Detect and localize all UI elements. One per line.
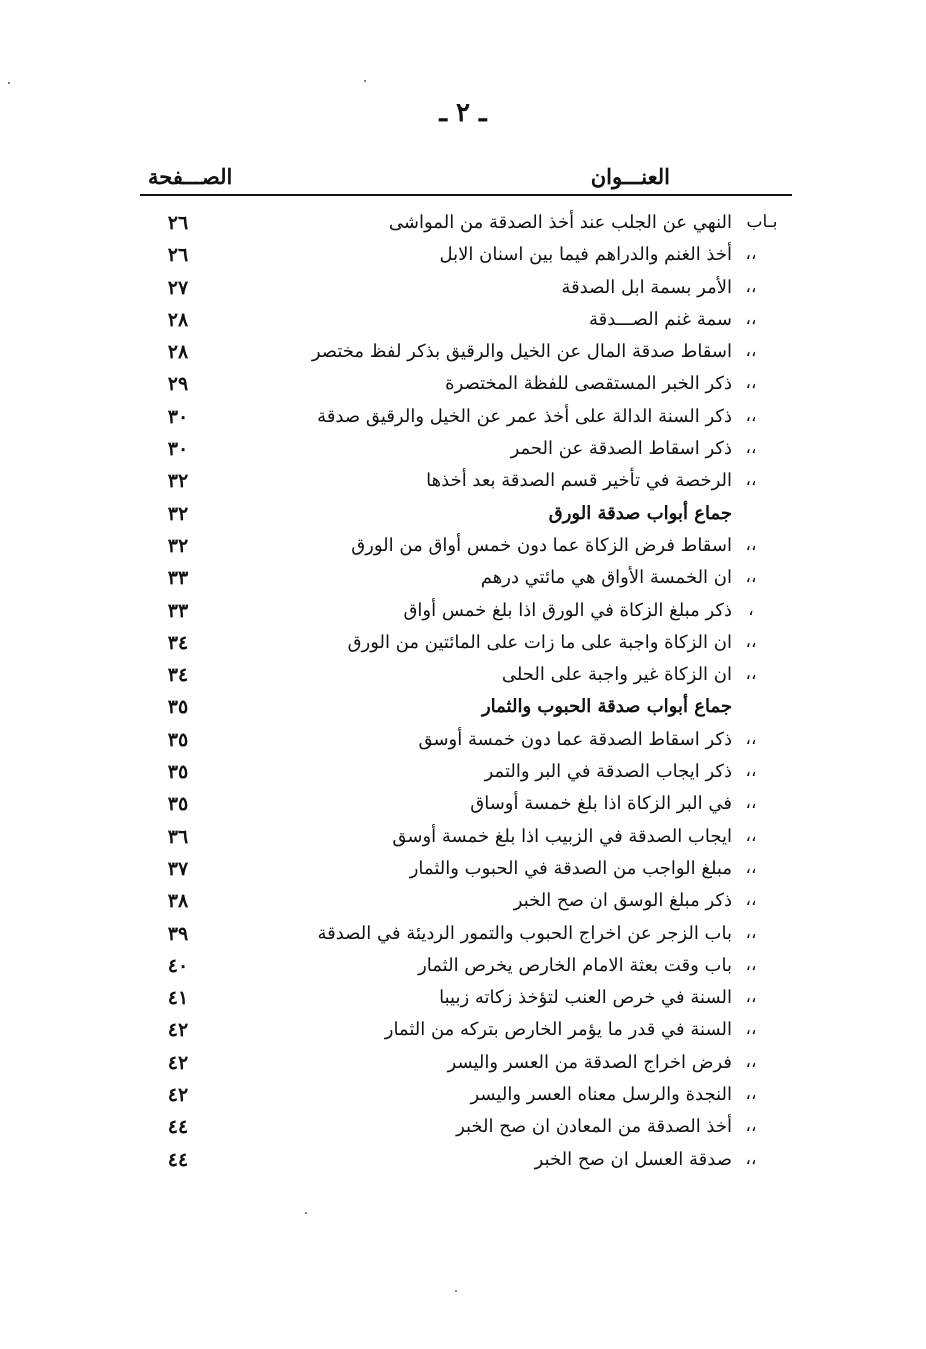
toc-row [140,757,792,789]
entry-marker: ،، [745,534,757,555]
entry-marker: ،، [745,276,757,297]
entry-page-number: ٣٢ [167,534,189,557]
entry-page-number: ٢٧ [167,276,189,299]
entry-page-number: ٤١ [167,987,189,1010]
toc-row [140,854,792,886]
entry-title: باب وقت بعثة الامام الخارص يخرص الثمار [418,954,732,976]
entry-title: الرخصة في تأخير قسم الصدقة بعد أخذها [426,470,732,492]
entry-marker: ،، [745,664,757,685]
page-number: ـ ٢ ـ [439,98,487,128]
toc-row [140,919,792,951]
entry-marker: ،، [745,244,757,265]
entry-marker: ، [748,599,754,620]
toc-row [140,1112,792,1144]
entry-title: النهي عن الجلب عند أخذ الصدقة من المواشى [388,212,732,233]
toc-row [140,789,792,821]
entry-page-number: ٣٩ [167,922,189,945]
entry-marker: ،، [745,373,757,394]
entry-page-number: ٣٠ [167,438,189,461]
entry-marker: ،، [745,405,757,426]
entry-page-number: ٣٣ [167,567,189,590]
entry-page-number: ٤٤ [167,1116,189,1139]
toc-list [140,208,792,1177]
entry-page-number: ٣٥ [167,696,189,719]
entry-marker: ،، [745,1116,757,1137]
entry-title: ذكر الخبر المستقصى للفظة المختصرة [445,373,732,395]
entry-page-number: ٣٤ [167,631,189,654]
toc-row [140,1145,792,1177]
entry-title: سمة غنم الصـــدقة [588,308,732,330]
entry-page-number: ٢٦ [167,244,189,267]
toc-row [140,692,792,724]
entry-marker: ،، [745,857,757,878]
scan-speck [455,1290,457,1292]
entry-page-number: ٣٥ [167,793,189,816]
entry-marker: ،، [745,1148,757,1169]
toc-row [140,434,792,466]
entry-marker: ،، [745,793,757,814]
entry-marker: ،، [745,631,757,652]
toc-row [140,660,792,692]
entry-marker: ،، [745,761,757,782]
scan-speck [305,1212,307,1214]
toc-row [140,305,792,337]
entry-title: ايجاب الصدقة في الزبيب اذا بلغ خمسة أوسق [392,825,732,847]
toc-row [140,983,792,1015]
entry-title: ذكر مبلغ الزكاة في الورق اذا بلغ خمس أواق [403,599,732,621]
entry-title: فرض اخراج الصدقة من العسر واليسر [447,1051,732,1073]
entry-title: السنة في خرص العنب لتؤخذ زكاته زبيبا [439,987,732,1009]
toc-row [140,240,792,272]
entry-title: أخذ الغنم والدراهم فيما بين اسنان الابل [439,244,732,266]
section-heading: جماع أبواب صدقة الورق [548,502,732,524]
section-heading: جماع أبواب صدقة الحبوب والثمار [481,696,732,718]
entry-page-number: ٣٨ [167,890,189,913]
title-column-label: العنـــوان [590,164,670,189]
entry-marker: ،، [745,1084,757,1105]
toc-row [140,337,792,369]
entry-title: باب الزجر عن اخراج الحبوب والتمور الرديئة في الصدقة [317,922,732,944]
toc-row [140,822,792,854]
entry-page-number: ٢٨ [167,308,189,331]
toc-row [140,499,792,531]
scan-speck [8,82,10,84]
toc-row [140,563,792,595]
entry-page-number: ٢٩ [167,373,189,396]
entry-title: ان الخمسة الأواق هي مائتي درهم [480,567,732,589]
scan-speck [364,80,366,82]
entry-page-number: ٢٨ [167,341,189,364]
toc-header [140,160,792,196]
entry-title: ذكر السنة الدالة على أخذ عمر عن الخيل والرقيق صدقة [317,405,732,427]
toc-row [140,725,792,757]
entry-page-number: ٤٤ [167,1148,189,1171]
toc-row [140,1080,792,1112]
toc-row [140,273,792,305]
entry-marker: ،، [745,987,757,1008]
toc-row [140,466,792,498]
entry-title: ان الزكاة واجبة على ما زات على المائتين من الورق [347,631,732,653]
entry-title: ذكر مبلغ الوسق ان صح الخبر [513,890,732,912]
entry-marker: ،، [745,470,757,491]
entry-marker: ،، [745,922,757,943]
entry-title: السنة في قدر ما يؤمر الخارص بتركه من الثمار [384,1019,732,1041]
toc-row [140,1015,792,1047]
entry-page-number: ٤٠ [167,954,189,977]
entry-marker: ،، [745,567,757,588]
entry-page-number: ٣٠ [167,405,189,428]
entry-title: ذكر اسقاط الصدقة عما دون خمسة أوسق [418,728,732,750]
entry-page-number: ٣٢ [167,502,189,525]
entry-page-number: ٣٧ [167,857,189,880]
toc-row [140,951,792,983]
toc-row [140,596,792,628]
entry-page-number: ٣٤ [167,664,189,687]
entry-page-number: ٣٥ [167,728,189,751]
entry-page-number: ٣٦ [167,825,189,848]
entry-marker: ،، [745,954,757,975]
entry-title: ذكر اسقاط الصدقة عن الحمر [510,438,732,460]
entry-marker: ،، [745,1051,757,1072]
entry-marker: ،، [745,341,757,362]
entry-marker: بـاب [746,212,778,232]
entry-title: في البر الزكاة اذا بلغ خمسة أوساق [470,793,732,815]
entry-marker: ،، [745,825,757,846]
entry-title: اسقاط صدقة المال عن الخيل والرقيق بذكر لفظ مختصر [311,341,732,363]
entry-page-number: ٤٢ [167,1051,189,1074]
entry-page-number: ٣٣ [167,599,189,622]
page-column-label: الصـــفحة [148,164,233,189]
entry-page-number: ٣٢ [167,470,189,493]
entry-page-number: ٢٦ [167,212,189,234]
entry-page-number: ٣٥ [167,761,189,784]
entry-title: أخذ الصدقة من المعادن ان صح الخبر [456,1116,732,1138]
toc-row [140,531,792,563]
toc-row [140,886,792,918]
entry-title: صدقة العسل ان صح الخبر [534,1148,732,1170]
entry-marker: ،، [745,438,757,459]
entry-marker: ،، [745,890,757,911]
entry-title: ذكر ايجاب الصدقة في البر والتمر [484,761,732,783]
toc-row [140,369,792,401]
entry-marker: ،، [745,308,757,329]
entry-page-number: ٤٢ [167,1019,189,1042]
toc-row [140,402,792,434]
toc-row [140,208,792,240]
toc-row [140,628,792,660]
entry-title: ان الزكاة غير واجبة على الحلى [501,664,732,686]
entry-marker: ،، [745,1019,757,1040]
entry-title: الأمر بسمة ابل الصدقة [561,276,732,298]
toc-row [140,1048,792,1080]
entry-title: النجدة والرسل معناه العسر واليسر [470,1084,732,1106]
entry-marker: ،، [745,728,757,749]
header-rule [140,194,792,196]
entry-title: مبلغ الواجب من الصدقة في الحبوب والثمار [409,857,732,879]
entry-page-number: ٤٢ [167,1084,189,1107]
entry-title: اسقاط فرض الزكاة عما دون خمس أواق من الورق [351,534,732,556]
